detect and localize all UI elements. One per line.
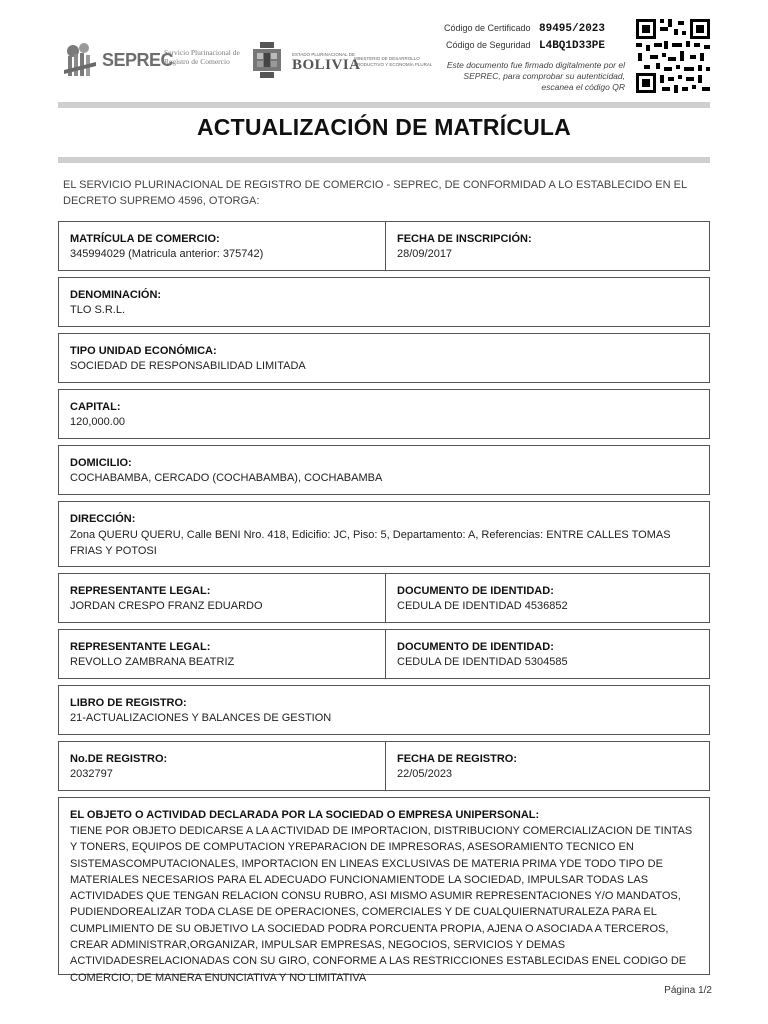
domicilio-box [58, 445, 710, 495]
direccion-cell [59, 502, 709, 566]
denominacion-cell [59, 278, 709, 326]
fecha-inscripcion-cell [385, 222, 709, 270]
fecha-inscripcion-label: FECHA DE INSCRIPCIÓN: [397, 233, 532, 245]
direccion-label: DIRECCIÓN: [70, 513, 136, 525]
matricula-label: MATRÍCULA DE COMERCIO: [70, 233, 220, 245]
documento-value-1: CEDULA DE IDENTIDAD 4536852 [397, 600, 568, 612]
direccion-value: Zona QUERU QUERU, Calle BENI Nro. 418, Edicifio: JC, Piso: 5, Departamento: A, Referencias: ENTRE CALLES TOMAS FRIAS Y POTOSI [70, 529, 671, 557]
direccion-box [58, 501, 710, 567]
representante-value-2: REVOLLO ZAMBRANA BEATRIZ [70, 656, 235, 668]
representante-box-2 [58, 629, 710, 679]
title-divider [58, 157, 710, 163]
certificate-info [444, 18, 605, 52]
libro-label: LIBRO DE REGISTRO: [70, 697, 187, 709]
documento-cell-1 [385, 574, 709, 622]
denominacion-value: TLO S.R.L. [70, 304, 126, 316]
no-registro-label: No.DE REGISTRO: [70, 753, 168, 765]
documento-label-2: DOCUMENTO DE IDENTIDAD: [397, 641, 554, 653]
fecha-registro-value: 22/05/2023 [397, 768, 453, 780]
bolivia-ministry-text: MINISTERIO DE DESARROLLO PRODUCTIVO Y ECONOMÍA PLURAL [354, 56, 433, 67]
bolivia-country-text: BOLIVIA [292, 57, 361, 73]
bolivia-logo [248, 40, 438, 80]
libro-box [58, 685, 710, 735]
matricula-cell [59, 222, 385, 270]
no-registro-value: 2032797 [70, 768, 113, 780]
certificate-code-row [444, 18, 605, 35]
signature-note: Este documento fue firmado digitalmente por el SEPREC, para comprobar su autenticidad, escanea el código QR [446, 60, 625, 92]
tipo-unidad-label: TIPO UNIDAD ECONÓMICA: [70, 345, 217, 357]
document-header [0, 0, 768, 110]
tipo-unidad-value: SOCIEDAD DE RESPONSABILIDAD LIMITADA [70, 360, 306, 372]
representante-box-1 [58, 573, 710, 623]
bolivia-emblem-icon [248, 40, 286, 80]
seprec-logo [60, 40, 240, 80]
objeto-value: TIENE POR OBJETO DEDICARSE A LA ACTIVIDAD DE IMPORTACION, DISTRIBUCIONY COMERCIALIZACION DE TINTAS Y TONERS, EQUIPOS DE COMPUTACION YREPARACION DE IMPRESORAS, ASESORAMIENTO TECNICO EN SISTEMASCOMPUTACIONALES, IMPORTACION EN LINEAS EXCLUSIVAS DE MATERIA PRIMA YDE TODO TIPO DE MATERIALES NECESARIOS PARA EL ADECUADO FUNCIONAMIENTODE LA SOCIEDAD, IMPULSAR TODAS LAS ACTIVIDADES QUE TENGAN RELACION CONSU RUBRO, ASI MISMO ASUMIR REPRESENTACIONES Y/O MANDATOS, PUDIENDOREALIZAR TODA CLASE DE OPERACIONES, COMERCIALES Y DE CUALQUIERNATURALEZA PARA EL CUMPLIMIENTO DE SU OBJETIVO LA SOCIEDAD PODRA PORCUENTA PROPIA, AJENA O ASOCIADA A TERCEROS, CREAR ADMINISTRAR,ORGANIZAR, IMPULSAR EMPRESAS, NEGOCIOS, SERVICIOS Y DEMAS ACTIVIDADESRELACIONADAS CON SU GIRO, CONFORME A LAS RESTRICCIONES ESTABLECIDAS ENEL CODIGO DE COMERCIO, DE MANERA ENUNCIATIVA Y NO LIMITATIVA [70, 825, 693, 984]
domicilio-label: DOMICILIO: [70, 457, 132, 469]
objeto-label: EL OBJETO O ACTIVIDAD DECLARADA POR LA SOCIEDAD O EMPRESA UNIPERSONAL: [70, 809, 540, 821]
no-registro-cell [59, 742, 385, 790]
certificate-code-value: 89495/2023 [539, 23, 606, 35]
fecha-inscripcion-value: 28/09/2017 [397, 248, 453, 260]
registro-box [58, 741, 710, 791]
representante-label-2: REPRESENTANTE LEGAL: [70, 641, 211, 653]
representante-cell-2 [59, 630, 385, 678]
seprec-logo-icon [60, 40, 100, 80]
capital-box [58, 389, 710, 439]
documento-label-1: DOCUMENTO DE IDENTIDAD: [397, 585, 554, 597]
representante-value-1: JORDAN CRESPO FRANZ EDUARDO [70, 600, 263, 612]
intro-text: EL SERVICIO PLURINACIONAL DE REGISTRO DE COMERCIO - SEPREC, DE CONFORMIDAD A LO ESTABLECIDO EN EL DECRETO SUPREMO 4596, OTORGA: [63, 179, 687, 207]
matricula-box [58, 221, 710, 271]
representante-cell-1 [59, 574, 385, 622]
domicilio-cell [59, 446, 709, 494]
fecha-registro-cell [385, 742, 709, 790]
fecha-registro-label: FECHA DE REGISTRO: [397, 753, 517, 765]
certificate-code-label: Código de Certificado [443, 23, 531, 33]
tipo-unidad-cell [59, 334, 709, 382]
page-title: ACTUALIZACIÓN DE MATRÍCULA [196, 114, 571, 140]
libro-value: 21-ACTUALIZACIONES Y BALANCES DE GESTION [70, 712, 332, 724]
denominacion-label: DENOMINACIÓN: [70, 289, 162, 301]
libro-cell [59, 686, 709, 734]
tipo-unidad-box [58, 333, 710, 383]
objeto-box [58, 797, 710, 984]
capital-cell [59, 390, 709, 438]
seprec-logo-name: SEPREC [102, 50, 174, 70]
documento-value-2: CEDULA DE IDENTIDAD 5304585 [397, 656, 568, 668]
bolivia-state-text: ESTADO PLURINACIONAL DE [292, 52, 356, 57]
qr-code-icon[interactable] [634, 17, 712, 95]
capital-label: CAPITAL: [70, 401, 121, 413]
documento-cell-2 [385, 630, 709, 678]
security-code-label: Código de Seguridad [445, 40, 531, 50]
header-divider [58, 102, 710, 108]
page-number: Página 1/2 [664, 985, 712, 996]
matricula-value: 345994029 (Matricula anterior: 375742) [70, 248, 264, 260]
security-code-row [444, 35, 605, 52]
denominacion-box [58, 277, 710, 327]
representante-label-1: REPRESENTANTE LEGAL: [70, 585, 211, 597]
objeto-cell [59, 798, 709, 984]
security-code-value: L4BQ1D33PE [539, 40, 606, 52]
seprec-logo-subtitle: Servicio Plurinacional de Registro de Comercio [164, 48, 240, 66]
domicilio-value: COCHABAMBA, CERCADO (COCHABAMBA), COCHABAMBA [70, 472, 383, 484]
capital-value: 120,000.00 [70, 416, 126, 428]
